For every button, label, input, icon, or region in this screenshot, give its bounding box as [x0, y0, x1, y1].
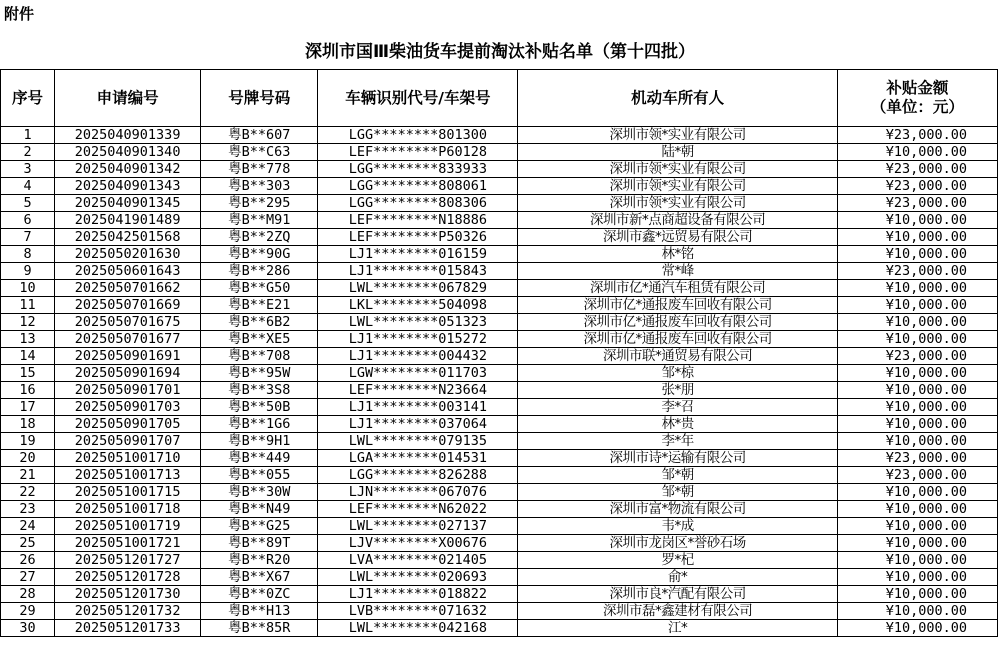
cell-vin: LVA********021405	[318, 552, 518, 569]
cell-plate-no: 粤B**778	[201, 161, 318, 178]
cell-owner: 俞*	[518, 569, 837, 586]
cell-amount: ¥10,000.00	[837, 382, 997, 399]
cell-amount: ¥23,000.00	[837, 127, 997, 144]
cell-application-no: 2025051201732	[55, 603, 201, 620]
cell-vin: LJ1********015843	[318, 263, 518, 280]
column-header-application-no: 申请编号	[55, 70, 201, 127]
cell-application-no: 2025040901343	[55, 178, 201, 195]
cell-application-no: 2025040901345	[55, 195, 201, 212]
cell-application-no: 2025050901701	[55, 382, 201, 399]
cell-application-no: 2025050701677	[55, 331, 201, 348]
cell-application-no: 2025040901339	[55, 127, 201, 144]
cell-application-no: 2025051001718	[55, 501, 201, 518]
cell-index: 15	[1, 365, 55, 382]
cell-amount: ¥10,000.00	[837, 586, 997, 603]
cell-application-no: 2025050901707	[55, 433, 201, 450]
cell-application-no: 2025050201630	[55, 246, 201, 263]
cell-index: 11	[1, 297, 55, 314]
cell-vin: LWL********042168	[318, 620, 518, 637]
cell-index: 30	[1, 620, 55, 637]
cell-owner: 深圳市鑫*远贸易有限公司	[518, 229, 837, 246]
cell-application-no: 2025050601643	[55, 263, 201, 280]
cell-plate-no: 粤B**295	[201, 195, 318, 212]
cell-owner: 深圳市亿*通汽车租赁有限公司	[518, 280, 837, 297]
cell-owner: 深圳市新*点商超设备有限公司	[518, 212, 837, 229]
cell-amount: ¥10,000.00	[837, 314, 997, 331]
table-row	[1, 365, 998, 382]
cell-owner: 深圳市联*通贸易有限公司	[518, 348, 837, 365]
cell-vin: LEF********P60128	[318, 144, 518, 161]
cell-application-no: 2025051201728	[55, 569, 201, 586]
table-row	[1, 144, 998, 161]
cell-amount: ¥10,000.00	[837, 620, 997, 637]
cell-amount: ¥10,000.00	[837, 416, 997, 433]
cell-plate-no: 粤B**607	[201, 127, 318, 144]
table-row	[1, 297, 998, 314]
table-row	[1, 178, 998, 195]
cell-vin: LGG********833933	[318, 161, 518, 178]
cell-owner: 深圳市良*汽配有限公司	[518, 586, 837, 603]
cell-amount: ¥10,000.00	[837, 501, 997, 518]
cell-amount: ¥23,000.00	[837, 450, 997, 467]
cell-amount: ¥10,000.00	[837, 569, 997, 586]
cell-amount: ¥10,000.00	[837, 280, 997, 297]
cell-amount: ¥23,000.00	[837, 348, 997, 365]
cell-amount: ¥23,000.00	[837, 195, 997, 212]
cell-application-no: 2025050901694	[55, 365, 201, 382]
cell-owner: 林*贵	[518, 416, 837, 433]
cell-amount: ¥23,000.00	[837, 263, 997, 280]
cell-application-no: 2025051001710	[55, 450, 201, 467]
cell-owner: 陆*朝	[518, 144, 837, 161]
cell-index: 10	[1, 280, 55, 297]
table-row	[1, 382, 998, 399]
cell-plate-no: 粤B**708	[201, 348, 318, 365]
cell-plate-no: 粤B**R20	[201, 552, 318, 569]
cell-application-no: 2025050701669	[55, 297, 201, 314]
cell-vin: LJ1********018822	[318, 586, 518, 603]
cell-application-no: 2025051001719	[55, 518, 201, 535]
cell-vin: LJ1********004432	[318, 348, 518, 365]
table-row	[1, 467, 998, 484]
column-header-owner: 机动车所有人	[518, 70, 837, 127]
column-header-index: 序号	[1, 70, 55, 127]
cell-owner: 邹*椋	[518, 365, 837, 382]
cell-index: 27	[1, 569, 55, 586]
cell-plate-no: 粤B**95W	[201, 365, 318, 382]
cell-amount: ¥10,000.00	[837, 535, 997, 552]
cell-amount: ¥10,000.00	[837, 433, 997, 450]
cell-amount: ¥10,000.00	[837, 246, 997, 263]
cell-index: 4	[1, 178, 55, 195]
cell-index: 26	[1, 552, 55, 569]
cell-plate-no: 粤B**G25	[201, 518, 318, 535]
cell-vin: LJV********X00676	[318, 535, 518, 552]
cell-application-no: 2025051001715	[55, 484, 201, 501]
cell-index: 6	[1, 212, 55, 229]
cell-amount: ¥23,000.00	[837, 161, 997, 178]
cell-plate-no: 粤B**1G6	[201, 416, 318, 433]
cell-owner: 深圳市领*实业有限公司	[518, 161, 837, 178]
table-row	[1, 229, 998, 246]
cell-amount: ¥10,000.00	[837, 365, 997, 382]
cell-plate-no: 粤B**2ZQ	[201, 229, 318, 246]
cell-plate-no: 粤B**50B	[201, 399, 318, 416]
table-row	[1, 127, 998, 144]
cell-index: 1	[1, 127, 55, 144]
table-row	[1, 501, 998, 518]
cell-application-no: 2025041901489	[55, 212, 201, 229]
cell-owner: 深圳市领*实业有限公司	[518, 195, 837, 212]
cell-vin: LGG********826288	[318, 467, 518, 484]
cell-plate-no: 粤B**3S8	[201, 382, 318, 399]
cell-plate-no: 粤B**C63	[201, 144, 318, 161]
table-row	[1, 280, 998, 297]
cell-vin: LJN********067076	[318, 484, 518, 501]
cell-application-no: 2025051201730	[55, 586, 201, 603]
cell-index: 29	[1, 603, 55, 620]
cell-application-no: 2025050901705	[55, 416, 201, 433]
cell-owner: 李*召	[518, 399, 837, 416]
table-row	[1, 212, 998, 229]
cell-vin: LGW********011703	[318, 365, 518, 382]
table-row	[1, 552, 998, 569]
table-row	[1, 161, 998, 178]
cell-application-no: 2025050901703	[55, 399, 201, 416]
table-row	[1, 314, 998, 331]
cell-owner: 深圳市亿*通报废车回收有限公司	[518, 331, 837, 348]
cell-owner: 深圳市亿*通报废车回收有限公司	[518, 297, 837, 314]
table-row	[1, 569, 998, 586]
cell-owner: 深圳市诗*运输有限公司	[518, 450, 837, 467]
cell-index: 13	[1, 331, 55, 348]
cell-amount: ¥10,000.00	[837, 518, 997, 535]
cell-vin: LWL********067829	[318, 280, 518, 297]
cell-amount: ¥23,000.00	[837, 178, 997, 195]
cell-application-no: 2025040901342	[55, 161, 201, 178]
cell-owner: 邹*朝	[518, 484, 837, 501]
cell-plate-no: 粤B**9H1	[201, 433, 318, 450]
cell-amount: ¥10,000.00	[837, 297, 997, 314]
cell-owner: 深圳市领*实业有限公司	[518, 127, 837, 144]
cell-plate-no: 粤B**X67	[201, 569, 318, 586]
cell-vin: LEF********N18886	[318, 212, 518, 229]
cell-vin: LGG********808061	[318, 178, 518, 195]
cell-owner: 深圳市领*实业有限公司	[518, 178, 837, 195]
cell-index: 18	[1, 416, 55, 433]
cell-plate-no: 粤B**XE5	[201, 331, 318, 348]
table-row	[1, 450, 998, 467]
table-row	[1, 433, 998, 450]
table-row	[1, 263, 998, 280]
cell-application-no: 2025050701675	[55, 314, 201, 331]
cell-index: 9	[1, 263, 55, 280]
cell-plate-no: 粤B**H13	[201, 603, 318, 620]
table-row	[1, 620, 998, 637]
table-body	[1, 127, 998, 637]
cell-amount: ¥10,000.00	[837, 484, 997, 501]
cell-vin: LWL********079135	[318, 433, 518, 450]
cell-index: 16	[1, 382, 55, 399]
cell-index: 21	[1, 467, 55, 484]
cell-application-no: 2025051201733	[55, 620, 201, 637]
cell-index: 7	[1, 229, 55, 246]
cell-index: 19	[1, 433, 55, 450]
table-row	[1, 603, 998, 620]
table-row	[1, 246, 998, 263]
cell-vin: LVB********071632	[318, 603, 518, 620]
cell-owner: 江*	[518, 620, 837, 637]
cell-plate-no: 粤B**30W	[201, 484, 318, 501]
cell-index: 8	[1, 246, 55, 263]
column-header-amount: 补贴金额 （单位：元）	[837, 70, 997, 127]
cell-index: 14	[1, 348, 55, 365]
cell-application-no: 2025051001713	[55, 467, 201, 484]
cell-plate-no: 粤B**85R	[201, 620, 318, 637]
cell-owner: 深圳市龙岗区*誉砂石场	[518, 535, 837, 552]
table-row	[1, 416, 998, 433]
table-row	[1, 518, 998, 535]
cell-plate-no: 粤B**90G	[201, 246, 318, 263]
cell-index: 12	[1, 314, 55, 331]
cell-vin: LGG********808306	[318, 195, 518, 212]
cell-vin: LJ1********015272	[318, 331, 518, 348]
cell-index: 24	[1, 518, 55, 535]
cell-vin: LWL********051323	[318, 314, 518, 331]
cell-index: 25	[1, 535, 55, 552]
cell-owner: 邹*朝	[518, 467, 837, 484]
cell-application-no: 2025050901691	[55, 348, 201, 365]
cell-vin: LJ1********016159	[318, 246, 518, 263]
cell-vin: LEF********N62022	[318, 501, 518, 518]
cell-index: 23	[1, 501, 55, 518]
cell-vin: LKL********504098	[318, 297, 518, 314]
cell-owner: 深圳市富*物流有限公司	[518, 501, 837, 518]
attachment-label: 附件	[4, 5, 35, 23]
table-row	[1, 535, 998, 552]
cell-vin: LWL********027137	[318, 518, 518, 535]
cell-vin: LEF********N23664	[318, 382, 518, 399]
table-row	[1, 331, 998, 348]
cell-vin: LWL********020693	[318, 569, 518, 586]
table-header-row	[1, 70, 998, 127]
cell-plate-no: 粤B**E21	[201, 297, 318, 314]
cell-plate-no: 粤B**N49	[201, 501, 318, 518]
page-title: 深圳市国Ⅲ柴油货车提前淘汰补贴名单（第十四批）	[304, 42, 696, 62]
cell-plate-no: 粤B**303	[201, 178, 318, 195]
cell-owner: 张*朋	[518, 382, 837, 399]
cell-index: 22	[1, 484, 55, 501]
cell-amount: ¥10,000.00	[837, 552, 997, 569]
cell-index: 28	[1, 586, 55, 603]
cell-owner: 林*铭	[518, 246, 837, 263]
cell-plate-no: 粤B**055	[201, 467, 318, 484]
cell-plate-no: 粤B**89T	[201, 535, 318, 552]
cell-amount: ¥10,000.00	[837, 603, 997, 620]
cell-vin: LGA********014531	[318, 450, 518, 467]
table-row	[1, 399, 998, 416]
cell-index: 17	[1, 399, 55, 416]
cell-application-no: 2025040901340	[55, 144, 201, 161]
cell-owner: 深圳市磊*鑫建材有限公司	[518, 603, 837, 620]
cell-plate-no: 粤B**449	[201, 450, 318, 467]
cell-index: 2	[1, 144, 55, 161]
column-header-vin: 车辆识别代号/车架号	[318, 70, 518, 127]
cell-owner: 深圳市亿*通报废车回收有限公司	[518, 314, 837, 331]
cell-application-no: 2025050701662	[55, 280, 201, 297]
cell-vin: LJ1********003141	[318, 399, 518, 416]
cell-plate-no: 粤B**286	[201, 263, 318, 280]
cell-application-no: 2025051201727	[55, 552, 201, 569]
cell-owner: 罗*杞	[518, 552, 837, 569]
cell-amount: ¥10,000.00	[837, 212, 997, 229]
cell-plate-no: 粤B**6B2	[201, 314, 318, 331]
cell-amount: ¥10,000.00	[837, 399, 997, 416]
table-row	[1, 586, 998, 603]
cell-plate-no: 粤B**M91	[201, 212, 318, 229]
subsidy-table	[0, 69, 998, 637]
cell-amount: ¥23,000.00	[837, 467, 997, 484]
cell-plate-no: 粤B**G50	[201, 280, 318, 297]
cell-index: 3	[1, 161, 55, 178]
cell-amount: ¥10,000.00	[837, 144, 997, 161]
cell-application-no: 2025042501568	[55, 229, 201, 246]
cell-owner: 韦*成	[518, 518, 837, 535]
table-row	[1, 348, 998, 365]
cell-vin: LJ1********037064	[318, 416, 518, 433]
cell-index: 20	[1, 450, 55, 467]
cell-owner: 常*峰	[518, 263, 837, 280]
cell-index: 5	[1, 195, 55, 212]
table-row	[1, 484, 998, 501]
cell-plate-no: 粤B**0ZC	[201, 586, 318, 603]
cell-amount: ¥10,000.00	[837, 229, 997, 246]
cell-amount: ¥10,000.00	[837, 331, 997, 348]
cell-vin: LEF********P50326	[318, 229, 518, 246]
cell-owner: 李*年	[518, 433, 837, 450]
cell-vin: LGG********801300	[318, 127, 518, 144]
cell-application-no: 2025051001721	[55, 535, 201, 552]
column-header-plate-no: 号牌号码	[201, 70, 318, 127]
table-row	[1, 195, 998, 212]
